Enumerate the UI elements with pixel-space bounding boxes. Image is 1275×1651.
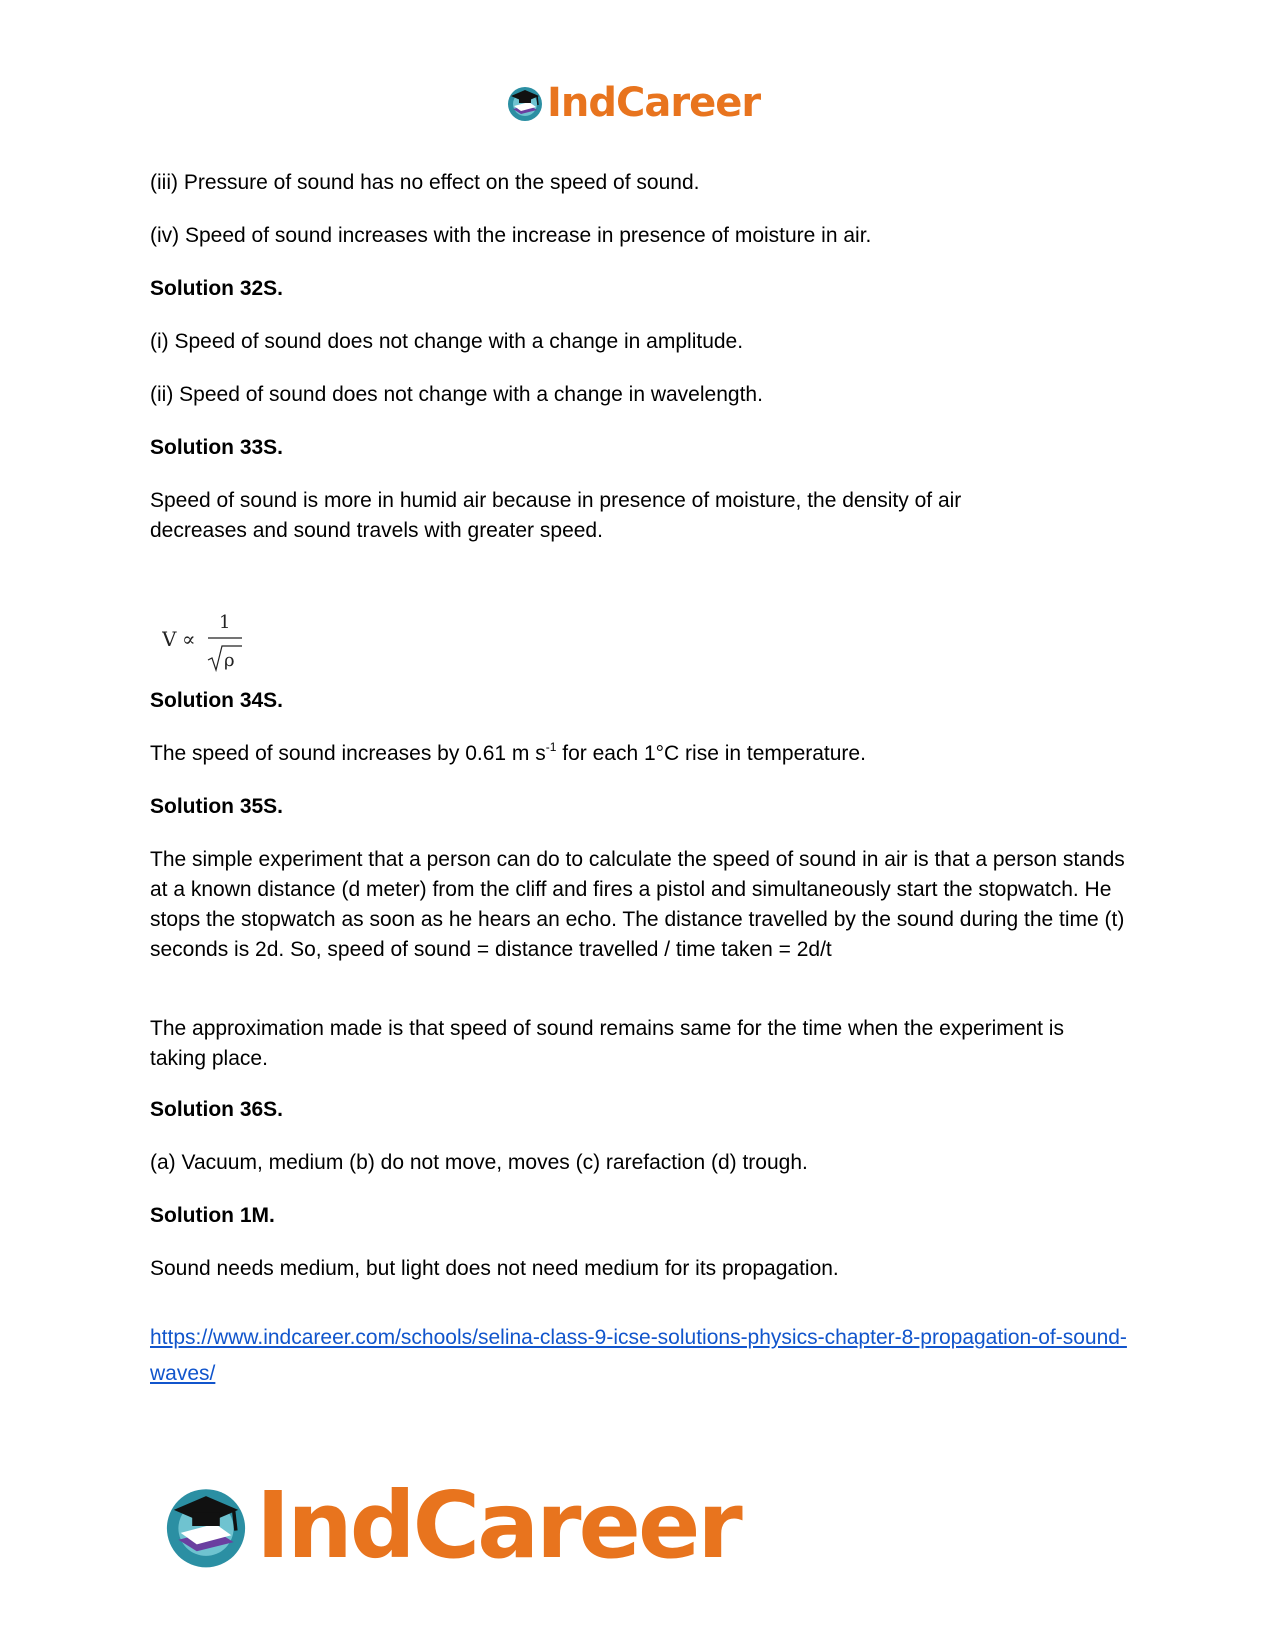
proportionality-formula	[162, 608, 262, 678]
paragraph: Sound needs medium, but light does not need medium for its propagation.	[150, 1257, 839, 1280]
graduation-cap-book-icon	[160, 1480, 252, 1572]
solution-heading-36s: Solution 36S.	[150, 1098, 284, 1121]
paragraph: The simple experiment that a person can do to calculate the speed of sound in air is that a person stands at a known distance (d meter) from the cliff and fires a pistol and simultaneously start the stopwatch. He stops the stopwatch as soon as he hears an echo. The distance travelled by the sound during the time (t) seconds is 2d. So, speed of sound = distance travelled / time taken = 2d/t	[150, 848, 1125, 961]
paragraph: (i) Speed of sound does not change with a change in amplitude.	[150, 330, 744, 353]
paragraph: Speed of sound is more in humid air because in presence of moisture, the density of air decreases and sound travels with greater speed.	[150, 489, 962, 542]
footer-logo	[160, 1472, 740, 1579]
paragraph: (ii) Speed of sound does not change with a change in wavelength.	[150, 383, 763, 406]
paragraph: (iii) Pressure of sound has no effect on the speed of sound.	[150, 171, 700, 194]
formula-denominator: ρ	[224, 650, 235, 671]
formula-symbol: ∝	[182, 627, 196, 651]
graduation-cap-book-icon	[505, 83, 545, 123]
formula-lhs: V	[162, 627, 177, 651]
paragraph: The speed of sound increases by 0.61 m $s^{-1}$ for each 1°C rise in temperature.	[150, 740, 866, 765]
brand-name: IndCareer	[256, 1472, 740, 1579]
paragraph: The approximation made is that speed of sound remains same for the time when the experiment is taking place.	[150, 1017, 1064, 1070]
solution-heading-33s: Solution 33S.	[150, 436, 284, 459]
solution-heading-35s: Solution 35S.	[150, 795, 284, 818]
paragraph: (a) Vacuum, medium (b) do not move, moves (c) rarefaction (d) trough.	[150, 1151, 808, 1174]
header-logo	[505, 80, 760, 126]
paragraph: (iv) Speed of sound increases with the increase in presence of moisture in air.	[150, 224, 872, 247]
solution-heading-1m: Solution 1M.	[150, 1204, 275, 1227]
formula-numerator: 1	[219, 612, 231, 633]
solution-heading-34s: Solution 34S.	[150, 689, 284, 712]
solution-heading-32s: Solution 32S.	[150, 277, 284, 300]
source-link[interactable]: https://www.indcareer.com/schools/selina-class-9-icse-solutions-physics-chapter-8-propagation-of-sound-waves/	[150, 1326, 1127, 1385]
brand-name: IndCareer	[547, 80, 761, 126]
